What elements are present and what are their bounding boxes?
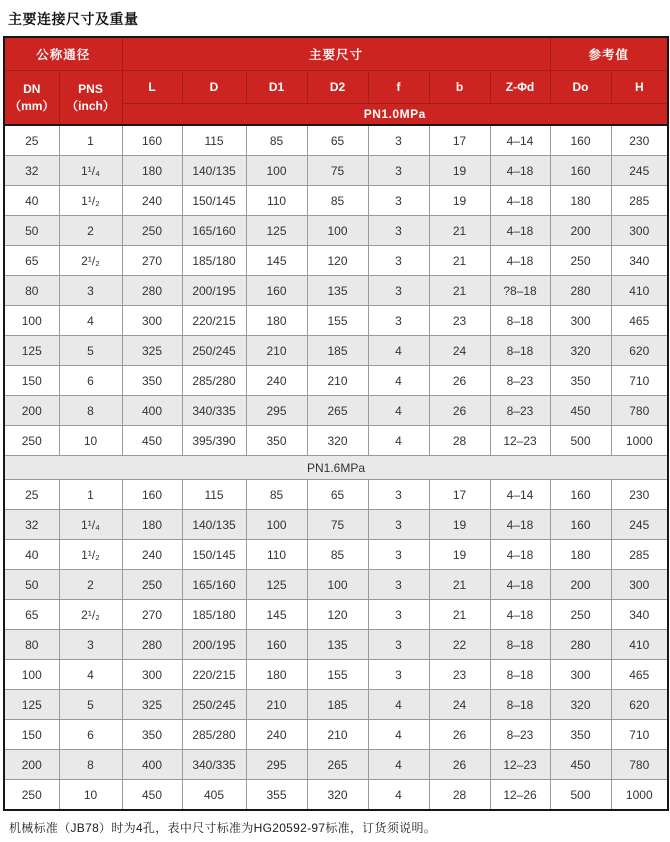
table-cell: 3 [59,276,122,306]
table-cell: ?8–18 [490,276,550,306]
table-cell: 5 [59,690,122,720]
table-cell: 1000 [611,426,668,456]
col-header-h: H [611,71,668,104]
table-cell: 19 [429,156,490,186]
table-cell: 75 [307,156,368,186]
table-cell: 19 [429,540,490,570]
table-cell: 17 [429,480,490,510]
table-cell: 160 [550,510,611,540]
table-cell: 220/215 [182,660,246,690]
col-header-pns [59,71,122,126]
table-cell: 1000 [611,780,668,811]
table-cell: 250/245 [182,336,246,366]
table-cell: 350 [246,426,307,456]
table-header [4,37,668,125]
table-cell: 135 [307,630,368,660]
table-cell: 245 [611,510,668,540]
table-cell: 210 [307,720,368,750]
table-cell: 65 [307,125,368,156]
table-cell: 85 [246,480,307,510]
table-cell: 4–18 [490,186,550,216]
section-band-row [4,456,668,480]
table-cell: 3 [368,186,429,216]
table-cell: 80 [4,630,59,660]
table-cell: 120 [307,600,368,630]
footnote: 机械标准（JB78）时为4孔，表中尺寸标准为HG20592-97标准，订货须说明。 [9,821,437,835]
table-cell: 4–18 [490,540,550,570]
table-cell: 40 [4,186,59,216]
table-cell: 185/180 [182,600,246,630]
table-cell: 180 [550,540,611,570]
table-cell: 145 [246,246,307,276]
table-body [4,125,668,810]
table-cell: 280 [550,630,611,660]
table-cell: 100 [307,216,368,246]
table-cell: 4–14 [490,125,550,156]
table-cell: 1¹/₄ [59,510,122,540]
table-cell: 200 [4,396,59,426]
table-cell: 8–18 [490,336,550,366]
table-cell: 65 [4,600,59,630]
table-cell: 125 [246,216,307,246]
table-row [4,690,668,720]
table-cell: 21 [429,246,490,276]
table-cell: 4–18 [490,216,550,246]
table-cell: 265 [307,396,368,426]
group-header-1: 公称通径 [4,37,122,71]
table-cell: 8–23 [490,396,550,426]
table-cell: 325 [122,690,182,720]
table-cell: 23 [429,306,490,336]
table-cell: 320 [307,426,368,456]
table-cell: 280 [550,276,611,306]
table-cell: 24 [429,336,490,366]
table-cell: 780 [611,750,668,780]
table-cell: 185/180 [182,246,246,276]
table-row [4,366,668,396]
col-header-l: L [122,71,182,104]
table-cell: 4 [368,750,429,780]
table-cell: 285/280 [182,720,246,750]
table-cell: 200/195 [182,630,246,660]
table-cell: 350 [550,366,611,396]
table-cell: 150/145 [182,186,246,216]
table-cell: 1 [59,480,122,510]
table-row [4,600,668,630]
table-row [4,186,668,216]
group-header-row [4,37,668,71]
table-cell: 320 [307,780,368,811]
table-cell: 295 [246,396,307,426]
table-cell: 230 [611,480,668,510]
table-cell: 19 [429,186,490,216]
table-cell: 28 [429,780,490,811]
table-cell: 160 [550,156,611,186]
table-cell: 100 [246,156,307,186]
table-cell: 500 [550,426,611,456]
table-cell: 300 [550,306,611,336]
table-cell: 295 [246,750,307,780]
table-cell: 3 [368,156,429,186]
table-cell: 2¹/₂ [59,600,122,630]
table-cell: 10 [59,780,122,811]
col-header-pns-line2: （inch） [66,98,115,113]
table-cell: 26 [429,396,490,426]
table-cell: 3 [368,246,429,276]
table-cell: 165/160 [182,216,246,246]
table-cell: 5 [59,336,122,366]
table-cell: 4–18 [490,600,550,630]
table-cell: 320 [550,336,611,366]
col-header-dn-line2: （mm） [9,98,55,113]
table-cell: 4 [59,660,122,690]
table-row [4,336,668,366]
table-cell: 200 [4,750,59,780]
table-cell: 4–18 [490,510,550,540]
table-cell: 620 [611,690,668,720]
table-cell: 4–18 [490,246,550,276]
table-cell: 405 [182,780,246,811]
table-cell: 3 [368,510,429,540]
table-cell: 110 [246,186,307,216]
table-row [4,510,668,540]
table-cell: 160 [122,125,182,156]
table-cell: 32 [4,510,59,540]
table-cell: 340/335 [182,750,246,780]
col-header-d2: D2 [307,71,368,104]
table-cell: 180 [122,510,182,540]
group-header-3: 参考值 [550,37,668,71]
table-cell: 185 [307,690,368,720]
table-row [4,660,668,690]
table-cell: 500 [550,780,611,811]
table-cell: 450 [122,426,182,456]
table-cell: 1¹/₂ [59,186,122,216]
table-cell: 3 [368,216,429,246]
table-cell: 350 [122,720,182,750]
table-cell: 10 [59,426,122,456]
table-cell: 620 [611,336,668,366]
table-cell: 250/245 [182,690,246,720]
table-cell: 24 [429,690,490,720]
table-cell: 180 [246,306,307,336]
table-cell: 125 [246,570,307,600]
table-cell: 780 [611,396,668,426]
table-row [4,246,668,276]
table-cell: 50 [4,570,59,600]
table-cell: 160 [246,276,307,306]
table-cell: 160 [550,480,611,510]
table-cell: 250 [550,600,611,630]
table-cell: 3 [368,125,429,156]
table-row [4,216,668,246]
table-cell: 85 [246,125,307,156]
group-header-2: 主要尺寸 [122,37,550,71]
table-cell: 300 [122,306,182,336]
table-cell: 210 [246,336,307,366]
col-header-do: Do [550,71,611,104]
table-cell: 4 [59,306,122,336]
table-cell: 200 [550,216,611,246]
table-cell: 200 [550,570,611,600]
table-cell: 450 [122,780,182,811]
table-cell: 125 [4,336,59,366]
table-cell: 3 [59,630,122,660]
table-cell: 210 [307,366,368,396]
table-row [4,306,668,336]
table-cell: 285/280 [182,366,246,396]
table-cell: 22 [429,630,490,660]
table-cell: 8–18 [490,630,550,660]
table-cell: 265 [307,750,368,780]
col-header-d1: D1 [246,71,307,104]
table-row [4,780,668,811]
table-cell: 140/135 [182,510,246,540]
table-cell: 115 [182,125,246,156]
table-cell: 12–23 [490,426,550,456]
table-cell: 230 [611,125,668,156]
table-cell: 3 [368,276,429,306]
table-cell: 21 [429,276,490,306]
table-row [4,396,668,426]
table-row [4,156,668,186]
table-cell: 8–18 [490,690,550,720]
table-cell: 285 [611,540,668,570]
table-cell: 3 [368,630,429,660]
table-row [4,540,668,570]
table-cell: 240 [246,720,307,750]
table-cell: 17 [429,125,490,156]
table-cell: 710 [611,366,668,396]
table-cell: 240 [122,186,182,216]
table-cell: 450 [550,750,611,780]
table-cell: 4 [368,720,429,750]
table-cell: 400 [122,750,182,780]
table-cell: 21 [429,570,490,600]
table-cell: 6 [59,720,122,750]
table-row [4,720,668,750]
table-cell: 110 [246,540,307,570]
table-cell: 450 [550,396,611,426]
table-cell: 4 [368,396,429,426]
table-cell: 80 [4,276,59,306]
col-header-d: D [182,71,246,104]
table-cell: 4 [368,426,429,456]
table-cell: 65 [307,480,368,510]
table-cell: 300 [611,216,668,246]
table-cell: 2 [59,570,122,600]
table-row [4,276,668,306]
table-cell: 140/135 [182,156,246,186]
table-cell: 115 [182,480,246,510]
table-cell: 285 [611,186,668,216]
table-cell: 355 [246,780,307,811]
table-cell: 65 [4,246,59,276]
table-cell: 395/390 [182,426,246,456]
table-cell: 1¹/₄ [59,156,122,186]
col-header-pns-line1: PNS [78,82,103,97]
table-cell: 8–18 [490,660,550,690]
table-row [4,630,668,660]
table-cell: 160 [550,125,611,156]
table-cell: 3 [368,600,429,630]
table-cell: 19 [429,510,490,540]
table-cell: 180 [122,156,182,186]
table-cell: 710 [611,720,668,750]
table-cell: 300 [550,660,611,690]
table-cell: 250 [550,246,611,276]
pn10-band-label: PN1.0MPa [122,104,668,126]
table-cell: 100 [307,570,368,600]
col-header-b: b [429,71,490,104]
table-cell: 26 [429,720,490,750]
table-cell: 240 [122,540,182,570]
table-cell: 32 [4,156,59,186]
table-cell: 465 [611,660,668,690]
table-cell: 4–18 [490,570,550,600]
table-cell: 200/195 [182,276,246,306]
table-cell: 280 [122,276,182,306]
table-row [4,750,668,780]
table-cell: 28 [429,426,490,456]
table-cell: 400 [122,396,182,426]
table-cell: 26 [429,366,490,396]
table-cell: 155 [307,660,368,690]
dimensions-table [3,36,669,811]
table-cell: 25 [4,480,59,510]
table-cell: 340 [611,600,668,630]
table-cell: 8 [59,396,122,426]
table-cell: 155 [307,306,368,336]
table-cell: 185 [307,336,368,366]
table-cell: 8 [59,750,122,780]
col-header-f: f [368,71,429,104]
table-cell: 160 [122,480,182,510]
table-cell: 3 [368,570,429,600]
table-cell: 270 [122,246,182,276]
table-cell: 180 [246,660,307,690]
table-cell: 180 [550,186,611,216]
table-cell: 8–23 [490,366,550,396]
table-cell: 250 [4,426,59,456]
table-cell: 21 [429,600,490,630]
column-header-row [4,71,668,104]
table-cell: 325 [122,336,182,366]
table-cell: 340 [611,246,668,276]
table-cell: 6 [59,366,122,396]
table-row [4,570,668,600]
table-cell: 250 [122,570,182,600]
table-cell: 4 [368,366,429,396]
table-cell: 100 [4,306,59,336]
table-cell: 340/335 [182,396,246,426]
table-cell: 1 [59,125,122,156]
table-cell: 21 [429,216,490,246]
table-cell: 2¹/₂ [59,246,122,276]
col-header-dn [4,71,59,126]
table-cell: 4–18 [490,156,550,186]
table-cell: 245 [611,156,668,186]
table-cell: 1¹/₂ [59,540,122,570]
table-cell: 3 [368,540,429,570]
table-cell: 12–26 [490,780,550,811]
table-cell: 150 [4,720,59,750]
table-cell: 125 [4,690,59,720]
table-cell: 160 [246,630,307,660]
table-cell: 8–23 [490,720,550,750]
table-cell: 120 [307,246,368,276]
table-cell: 250 [122,216,182,246]
table-cell: 4 [368,690,429,720]
table-cell: 145 [246,600,307,630]
col-header-z-φd: Z-Φd [490,71,550,104]
table-cell: 4 [368,336,429,366]
table-cell: 4 [368,780,429,811]
table-cell: 100 [4,660,59,690]
table-cell: 8–18 [490,306,550,336]
table-cell: 100 [246,510,307,540]
table-row [4,480,668,510]
table-row [4,125,668,156]
table-cell: 75 [307,510,368,540]
table-cell: 135 [307,276,368,306]
table-cell: 4–14 [490,480,550,510]
table-cell: 50 [4,216,59,246]
table-cell: 165/160 [182,570,246,600]
table-cell: 240 [246,366,307,396]
table-cell: 25 [4,125,59,156]
table-cell: 12–23 [490,750,550,780]
table-cell: 2 [59,216,122,246]
table-cell: 23 [429,660,490,690]
table-cell: 3 [368,306,429,336]
table-cell: 150/145 [182,540,246,570]
table-cell: 300 [611,570,668,600]
table-cell: 220/215 [182,306,246,336]
table-cell: 3 [368,660,429,690]
table-row [4,426,668,456]
table-cell: 280 [122,630,182,660]
table-cell: 270 [122,600,182,630]
page-title: 主要连接尺寸及重量 [8,11,139,27]
table-cell: 300 [122,660,182,690]
table-cell: 320 [550,690,611,720]
table-cell: 465 [611,306,668,336]
table-cell: 40 [4,540,59,570]
table-cell: 85 [307,186,368,216]
table-cell: 410 [611,276,668,306]
section-band-label: PN1.6MPa [4,456,668,480]
table-cell: 410 [611,630,668,660]
table-cell: 250 [4,780,59,811]
table-cell: 350 [122,366,182,396]
table-cell: 350 [550,720,611,750]
col-header-dn-line1: DN [23,82,41,97]
table-cell: 3 [368,480,429,510]
table-cell: 150 [4,366,59,396]
table-cell: 26 [429,750,490,780]
table-cell: 85 [307,540,368,570]
table-cell: 210 [246,690,307,720]
